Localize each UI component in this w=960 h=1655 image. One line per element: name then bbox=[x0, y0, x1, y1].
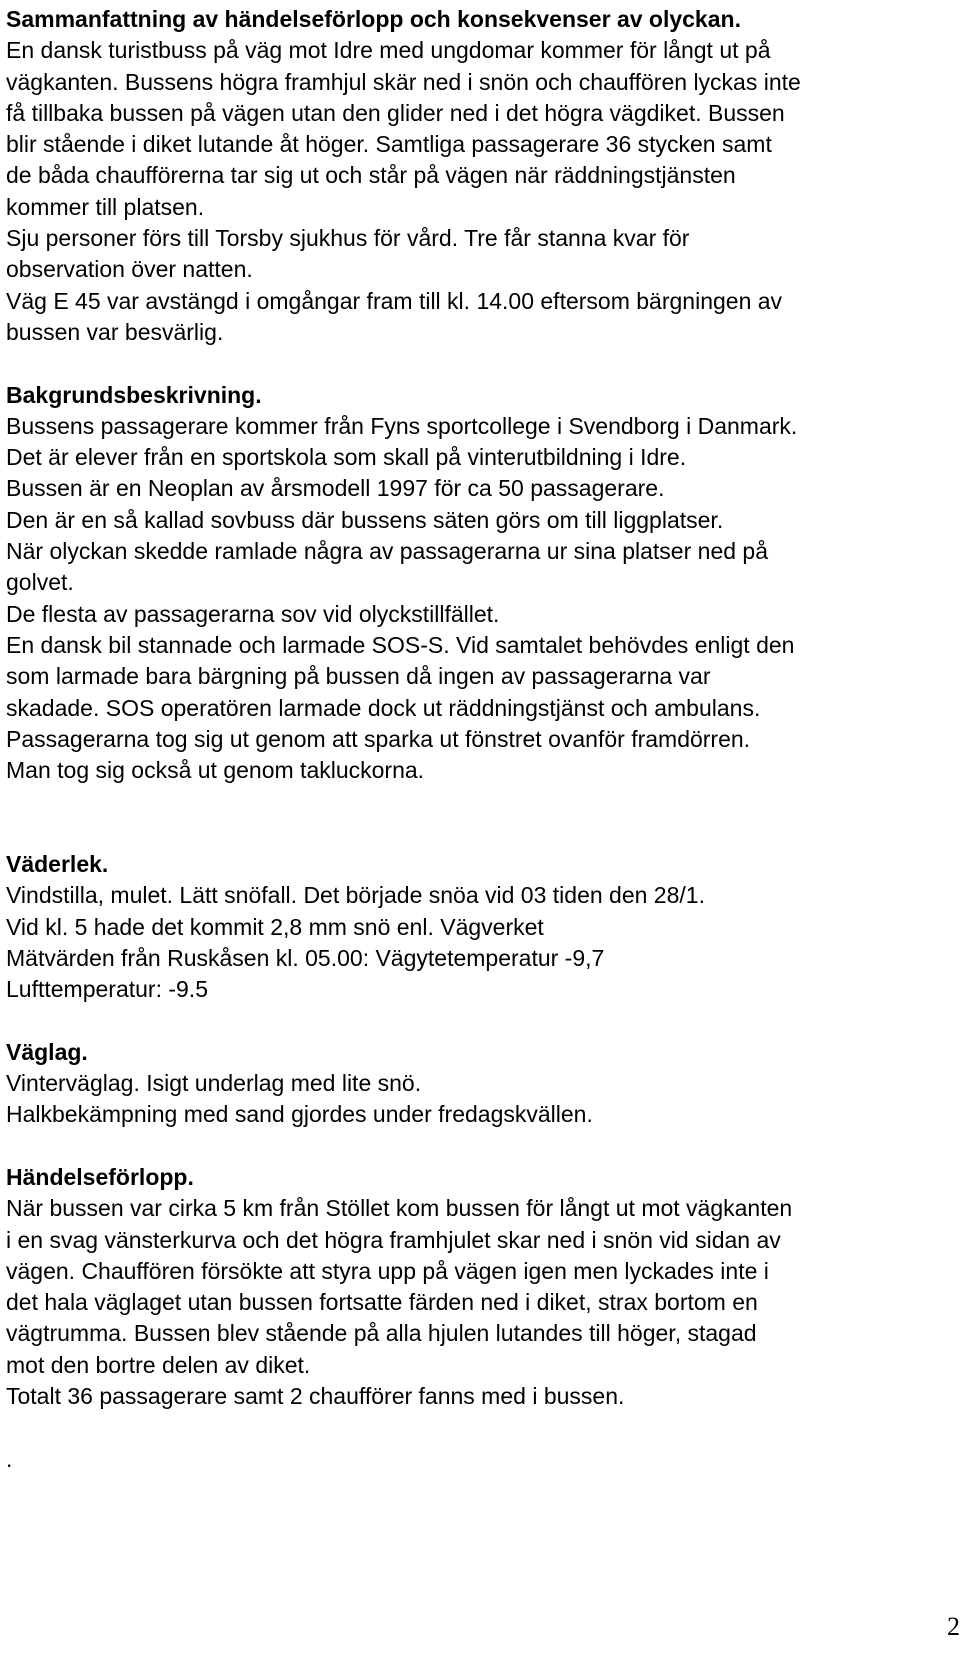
weather-heading: Väderlek. bbox=[6, 851, 109, 878]
events-section bbox=[6, 1162, 954, 1412]
background-line: Det är elever från en sportskola som skall på vinterutbildning i Idre. bbox=[6, 444, 687, 471]
events-line: mot den bortre delen av diket. bbox=[6, 1351, 311, 1378]
road-line: Halkbekämpning med sand gjordes under fredagskvällen. bbox=[6, 1101, 593, 1128]
summary-section bbox=[6, 4, 954, 348]
events-line: vägen. Chauffören försökte att styra upp på vägen igen men lyckades inte i bbox=[6, 1257, 769, 1284]
road-section bbox=[6, 1037, 954, 1131]
background-line: Man tog sig också ut genom takluckorna. bbox=[6, 757, 425, 784]
events-line: i en svag vänsterkurva och det högra framhjulet skar ned i snön vid sidan av bbox=[6, 1226, 781, 1253]
weather-section bbox=[6, 849, 954, 1005]
background-line: golvet. bbox=[6, 569, 74, 596]
section-gap bbox=[6, 1131, 954, 1162]
summary-line: få tillbaka bussen på vägen utan den glider ned i det högra vägdiket. Bussen bbox=[6, 99, 785, 126]
summary-line: Väg E 45 var avstängd i omgångar fram till kl. 14.00 eftersom bärgningen av bbox=[6, 287, 783, 314]
section-gap bbox=[6, 818, 954, 849]
document-page bbox=[6, 4, 954, 1475]
events-line: När bussen var cirka 5 km från Stöllet kom bussen för långt ut mot vägkanten bbox=[6, 1195, 793, 1222]
background-section bbox=[6, 380, 954, 787]
road-heading: Väglag. bbox=[6, 1038, 88, 1065]
background-line: Bussen är en Neoplan av årsmodell 1997 för ca 50 passagerare. bbox=[6, 475, 665, 502]
page-number: 2 bbox=[947, 1612, 960, 1641]
background-line: När olyckan skedde ramlade några av passagerarna ur sina platser ned på bbox=[6, 538, 768, 565]
summary-line: de båda chaufförerna tar sig ut och står på vägen när räddningstjänsten bbox=[6, 162, 736, 189]
road-line: Vinterväglag. Isigt underlag med lite snö. bbox=[6, 1070, 422, 1097]
background-heading: Bakgrundsbeskrivning. bbox=[6, 381, 262, 408]
background-line: De flesta av passagerarna sov vid olyckstillfället. bbox=[6, 600, 500, 627]
summary-line: blir stående i diket lutande åt höger. Samtliga passagerare 36 stycken samt bbox=[6, 131, 772, 158]
summary-line: vägkanten. Bussens högra framhjul skär ned i snön och chauffören lyckas inte bbox=[6, 68, 801, 95]
section-gap bbox=[6, 786, 954, 817]
background-line: Den är en så kallad sovbuss där bussens säten görs om till liggplatser. bbox=[6, 506, 724, 533]
events-line: vägtrumma. Bussen blev stående på alla hjulen lutandes till höger, stagad bbox=[6, 1320, 757, 1347]
section-gap bbox=[6, 1412, 954, 1443]
summary-line: kommer till platsen. bbox=[6, 193, 205, 220]
background-line: Passagerarna tog sig ut genom att sparka ut fönstret ovanför framdörren. bbox=[6, 725, 751, 752]
summary-line: En dansk turistbuss på väg mot Idre med ungdomar kommer för långt ut på bbox=[6, 37, 771, 64]
weather-line: Vid kl. 5 hade det kommit 2,8 mm snö enl. Vägverket bbox=[6, 913, 544, 940]
events-line: det hala väglaget utan bussen fortsatte färden ned i diket, strax bortom en bbox=[6, 1289, 758, 1316]
trailing-period: . bbox=[6, 1445, 13, 1472]
background-line: Bussens passagerare kommer från Fyns sportcollege i Svendborg i Danmark. bbox=[6, 412, 798, 439]
background-line: som larmade bara bärgning på bussen då ingen av passagerarna var bbox=[6, 663, 711, 690]
section-gap bbox=[6, 348, 954, 379]
background-line: skadade. SOS operatören larmade dock ut räddningstjänst och ambulans. bbox=[6, 694, 761, 721]
summary-line: Sju personer förs till Torsby sjukhus för vård. Tre får stanna kvar för bbox=[6, 225, 690, 252]
weather-line: Lufttemperatur: -9.5 bbox=[6, 976, 208, 1003]
weather-line: Mätvärden från Ruskåsen kl. 05.00: Vägytetemperatur -9,7 bbox=[6, 944, 605, 971]
summary-line: observation över natten. bbox=[6, 256, 253, 283]
section-gap bbox=[6, 1006, 954, 1037]
summary-heading: Sammanfattning av händelseförlopp och konsekvenser av olyckan. bbox=[6, 6, 741, 32]
summary-line: bussen var besvärlig. bbox=[6, 318, 224, 345]
background-line: En dansk bil stannade och larmade SOS-S. Vid samtalet behövdes enligt den bbox=[6, 631, 795, 658]
events-heading: Händelseförlopp. bbox=[6, 1163, 194, 1190]
events-line: Totalt 36 passagerare samt 2 chaufförer fanns med i bussen. bbox=[6, 1383, 625, 1410]
weather-line: Vindstilla, mulet. Lätt snöfall. Det började snöa vid 03 tiden den 28/1. bbox=[6, 882, 705, 909]
